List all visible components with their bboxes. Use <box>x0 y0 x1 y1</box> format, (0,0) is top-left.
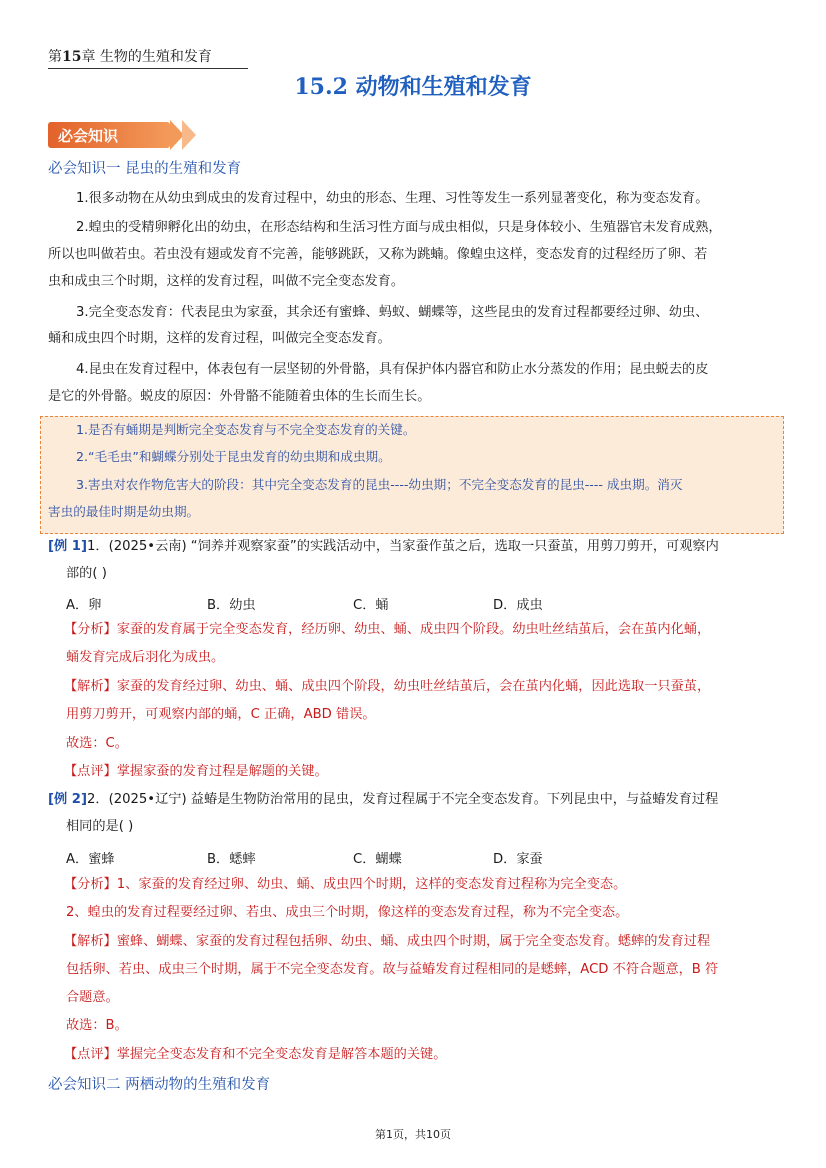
note-item: 1.是否有蛹期是判断完全变态发育与不完全变态发育的关键。 <box>76 422 416 437</box>
analysis: 【分析】家蚕的发育属于完全变态发育，经历卵、幼虫、蛹、成虫四个阶段。幼虫吐丝结茧后，会在茧内化蛹， <box>64 622 711 637</box>
option: A．卵 <box>66 598 102 613</box>
paragraph: 3.完全变态发育：代表昆虫为家蚕，其余还有蜜蜂、蚂蚁、蝴蝶等，这些昆虫的发育过程都要经过卵、幼虫、 <box>76 305 709 320</box>
option: B．蟋蟀 <box>207 852 256 867</box>
chapter-header <box>48 46 248 69</box>
example-tag: [例 1] <box>48 539 88 554</box>
note-item: 3.害虫对农作物危害大的阶段：其中完全变态发育的昆虫----幼虫期；不完全变态发育的昆虫---- 成虫期。消灭 <box>76 477 683 492</box>
option: D．家蚕 <box>493 852 543 867</box>
question-stem: 2．(2025•辽宁) 益蝽是生物防治常用的昆虫，发育过程属于不完全变态发育。下列昆虫中，与益蝽发育过程 <box>87 792 719 807</box>
paragraph: 4.昆虫在发育过程中，体表包有一层坚韧的外骨骼，具有保护体内器官和防止水分蒸发的作用；昆虫蜕去的皮 <box>76 362 709 377</box>
chevron-right-icon <box>182 120 196 150</box>
analysis: 【分析】1、家蚕的发育经过卵、幼虫、蛹、成虫四个时期，这样的变态发育过程称为完全变态。 <box>64 877 627 892</box>
question-stem: 部的( ) <box>66 566 107 581</box>
answer: 故选：B。 <box>66 1018 128 1033</box>
comment: 【点评】掌握完全变态发育和不完全变态发育是解答本题的关键。 <box>64 1047 447 1062</box>
solution: 包括卵、若虫、成虫三个时期，属于不完全变态发育。故与益蝽发育过程相同的是蟋蟀，ACD 不符合题意，B 符 <box>66 962 719 977</box>
paragraph: 是它的外骨骼。蜕皮的原因：外骨骼不能随着虫体的生长而生长。 <box>48 389 431 404</box>
paragraph: 2.蝗虫的受精卵孵化出的幼虫，在形态结构和生活习性方面与成虫相似，只是身体较小、生殖器官未发育成熟， <box>76 220 722 235</box>
option: C．蝴蝶 <box>353 852 402 867</box>
paragraph: 所以也叫做若虫。若虫没有翅或发育不完善，能够跳跃，又称为跳蝻。像蝗虫这样，变态发育的过程经历了卵、若 <box>48 247 708 262</box>
section-badge <box>48 120 198 150</box>
example-tag: [例 2] <box>48 792 88 807</box>
paragraph: 虫和成虫三个时期，这样的发育过程，叫做不完全变态发育。 <box>48 274 405 289</box>
note-item: 2.“毛毛虫”和蝴蝶分别处于昆虫发育的幼虫期和成虫期。 <box>76 449 391 464</box>
badge-label: 必会知识 <box>58 127 119 145</box>
comment: 【点评】掌握家蚕的发育过程是解题的关键。 <box>64 764 328 779</box>
solution: 【解析】家蚕的发育经过卵、幼虫、蛹、成虫四个阶段，幼虫吐丝结茧后，会在茧内化蛹，因此选取一只蚕茧， <box>64 679 711 694</box>
section-heading: 必会知识二 两栖动物的生殖和发育 <box>48 1077 271 1093</box>
solution: 【解析】蜜蜂、蝴蝶、家蚕的发育过程包括卵、幼虫、蛹、成虫四个时期，属于完全变态发育。蟋蟀的发育过程 <box>64 934 711 949</box>
solution: 用剪刀剪开，可观察内部的蛹，C 正确，ABD 错误。 <box>66 707 376 722</box>
option: D．成虫 <box>493 598 543 613</box>
question-stem: 相同的是( ) <box>66 819 134 834</box>
example-question <box>48 786 788 814</box>
option: B．幼虫 <box>207 598 256 613</box>
question-stem: 1．(2025•云南) “饲养并观察家蚕”的实践活动中，当家蚕作茧之后，选取一只蚕茧，用剪刀剪开，可观察内 <box>87 539 719 554</box>
section-heading: 必会知识一 昆虫的生殖和发育 <box>48 161 242 177</box>
page-number: 第1页，共10页 <box>375 1128 451 1141</box>
analysis: 2、蝗虫的发育过程要经过卵、若虫、成虫三个时期，像这样的变态发育过程，称为不完全变态。 <box>66 905 629 920</box>
chapter-prefix: 第 <box>48 49 62 65</box>
note-item: 害虫的最佳时期是幼虫期。 <box>48 504 200 519</box>
page-title: 15.2 动物和生殖和发育 <box>294 74 532 100</box>
paragraph: 蛹和成虫四个时期，这样的发育过程，叫做完全变态发育。 <box>48 331 391 346</box>
paragraph: 1.很多动物在从幼虫到成虫的发育过程中，幼虫的形态、生理、习性等发生一系列显著变化，称为变态发育。 <box>76 191 709 206</box>
answer: 故选：C。 <box>66 736 128 751</box>
example-question <box>48 533 788 561</box>
analysis: 蛹发育完成后羽化为成虫。 <box>66 650 225 665</box>
option: C．蛹 <box>353 598 389 613</box>
solution: 合题意。 <box>66 990 119 1005</box>
option: A．蜜蜂 <box>66 852 115 867</box>
chapter-number: 15 <box>62 49 82 65</box>
chapter-title: 章 生物的生殖和发育 <box>81 49 212 65</box>
